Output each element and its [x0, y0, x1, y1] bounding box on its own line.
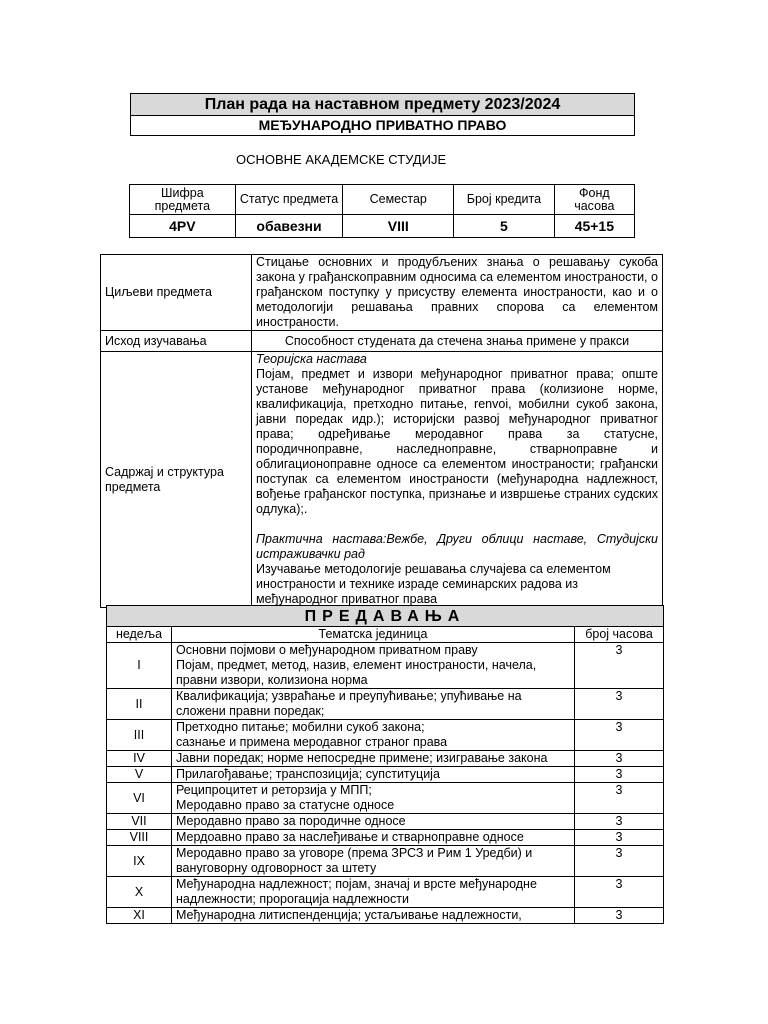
document-title: План рада на наставном предмету 2023/2024 — [131, 94, 634, 116]
title-box — [130, 93, 635, 136]
lecture-hours: 3 — [575, 643, 664, 689]
goals-text: Стицање основних и продубљених знања о решавању сукоба закона у грађанскоправним односима са елементом иностраности, о грађанском поступку у присуству елемента иностраности, као и о методологији решавања правних спорова са елементом иностраности. — [252, 255, 663, 331]
studies-label: ОСНОВНЕ АКАДЕМСКЕ СТУДИЈЕ — [236, 152, 447, 167]
lecture-row — [107, 767, 664, 783]
course-info-table — [129, 184, 635, 238]
col-week-header: недеља — [107, 627, 172, 643]
course-code: 4PV — [130, 215, 236, 238]
lecture-topic: Међународна литиспенденција; устаљивање надлежности, — [172, 908, 575, 924]
col-hours-header: број часова — [575, 627, 664, 643]
lecture-topic: Претходно питање; мобилни сукоб закона; сазнање и примена меродавног страног права — [172, 720, 575, 751]
theory-title: Теоријска настава — [256, 352, 367, 366]
lecture-row — [107, 877, 664, 908]
lecture-hours: 3 — [575, 814, 664, 830]
lecture-week: VIII — [107, 830, 172, 846]
info-header: Фонд часова — [554, 185, 634, 215]
lecture-row — [107, 783, 664, 814]
lecture-week: III — [107, 720, 172, 751]
lecture-hours: 3 — [575, 783, 664, 814]
lecture-topic: Меродавно право за породичне односе — [172, 814, 575, 830]
lecture-row — [107, 689, 664, 720]
lecture-topic: Прилагођавање; транспозиција; супституција — [172, 767, 575, 783]
info-header: Број кредита — [454, 185, 555, 215]
info-header: Шифра предмета — [130, 185, 236, 215]
lecture-row — [107, 751, 664, 767]
lecture-topic: Основни појмови о међународном приватном праву Појам, предмет, метод, назив, елемент иностраности, начела, правни извори, колизиона норма — [172, 643, 575, 689]
lecture-week: II — [107, 689, 172, 720]
practice-text: Изучавање методологије решавања случајева са елементом иностраности и технике израде семинарских радова из међународног приватног права — [256, 562, 611, 606]
lecture-topic: Јавни поредак; норме непосредне примене; изигравање закона — [172, 751, 575, 767]
lecture-topic: Међународна надлежност; појам, значај и врсте међународне надлежности; пророгација надлежности — [172, 877, 575, 908]
lecture-hours: 3 — [575, 767, 664, 783]
info-header: Статус предмета — [235, 185, 343, 215]
lecture-week: I — [107, 643, 172, 689]
course-credits: 5 — [454, 215, 555, 238]
lecture-week: X — [107, 877, 172, 908]
lecture-topic: Мердоавно право за наслеђивање и стварноправне односе — [172, 830, 575, 846]
lecture-row — [107, 830, 664, 846]
lecture-row — [107, 643, 664, 689]
lectures-table — [106, 605, 664, 924]
course-status: обавезни — [235, 215, 343, 238]
course-semester: VIII — [343, 215, 454, 238]
lecture-hours: 3 — [575, 908, 664, 924]
goals-label: Циљеви предмета — [101, 255, 252, 331]
lecture-row — [107, 720, 664, 751]
lecture-topic: Квалификација; узвраћање и преупућивање; упућивање на сложени правни поредак; — [172, 689, 575, 720]
subject-name: МЕЂУНАРОДНО ПРИВАТНО ПРАВО — [258, 117, 507, 133]
lecture-week: IV — [107, 751, 172, 767]
lecture-hours: 3 — [575, 751, 664, 767]
lecture-week: V — [107, 767, 172, 783]
lecture-topic: Меродавно право за уговоре (према ЗРСЗ и Рим 1 Уредби) и вануговорну одговорност за штету — [172, 846, 575, 877]
lecture-week: XI — [107, 908, 172, 924]
lectures-heading: ПРЕДАВАЊА — [107, 606, 664, 627]
lecture-row — [107, 814, 664, 830]
lecture-hours: 3 — [575, 830, 664, 846]
lecture-hours: 3 — [575, 846, 664, 877]
outcome-text: Способност студената да стечена знања примене у пракси — [252, 331, 663, 352]
lecture-week: VI — [107, 783, 172, 814]
lecture-row — [107, 908, 664, 924]
lecture-row — [107, 846, 664, 877]
course-content-table — [100, 254, 663, 608]
lecture-topic: Реципроцитет и реторзија у МПП; Меродавно право за статусне односе — [172, 783, 575, 814]
lecture-week: VII — [107, 814, 172, 830]
lecture-hours: 3 — [575, 689, 664, 720]
theory-text: Појам, предмет и извори међународног приватног права; опште установе међународног приватног права (колизионе норме, квалификација, претходно питање, renvoi, мобилни сукоб закона, јавни поредак идр.); историјски развој међународног приватног права; одређивање меродавног права за статусне, породичноправне, наследноправне, стварноправне и облигационоправне односе са елементом иностраности; грађански поступак са елементом иностраности (међународна надлежност, вођење грађанског поступка, признање и извршење страних судских одлука);. — [256, 367, 658, 516]
structure-label: Садржај и структура предмета — [101, 352, 252, 608]
info-header: Семестар — [343, 185, 454, 215]
col-topic-header: Тематска јединица — [172, 627, 575, 643]
outcome-label: Исход изучавања — [101, 331, 252, 352]
lecture-week: IX — [107, 846, 172, 877]
course-hours: 45+15 — [554, 215, 634, 238]
structure-cell — [252, 352, 663, 608]
lecture-hours: 3 — [575, 720, 664, 751]
lecture-hours: 3 — [575, 877, 664, 908]
practice-title: Практична настава:Вежбе, Други облици наставе, Студијски истраживачки рад — [256, 532, 658, 561]
